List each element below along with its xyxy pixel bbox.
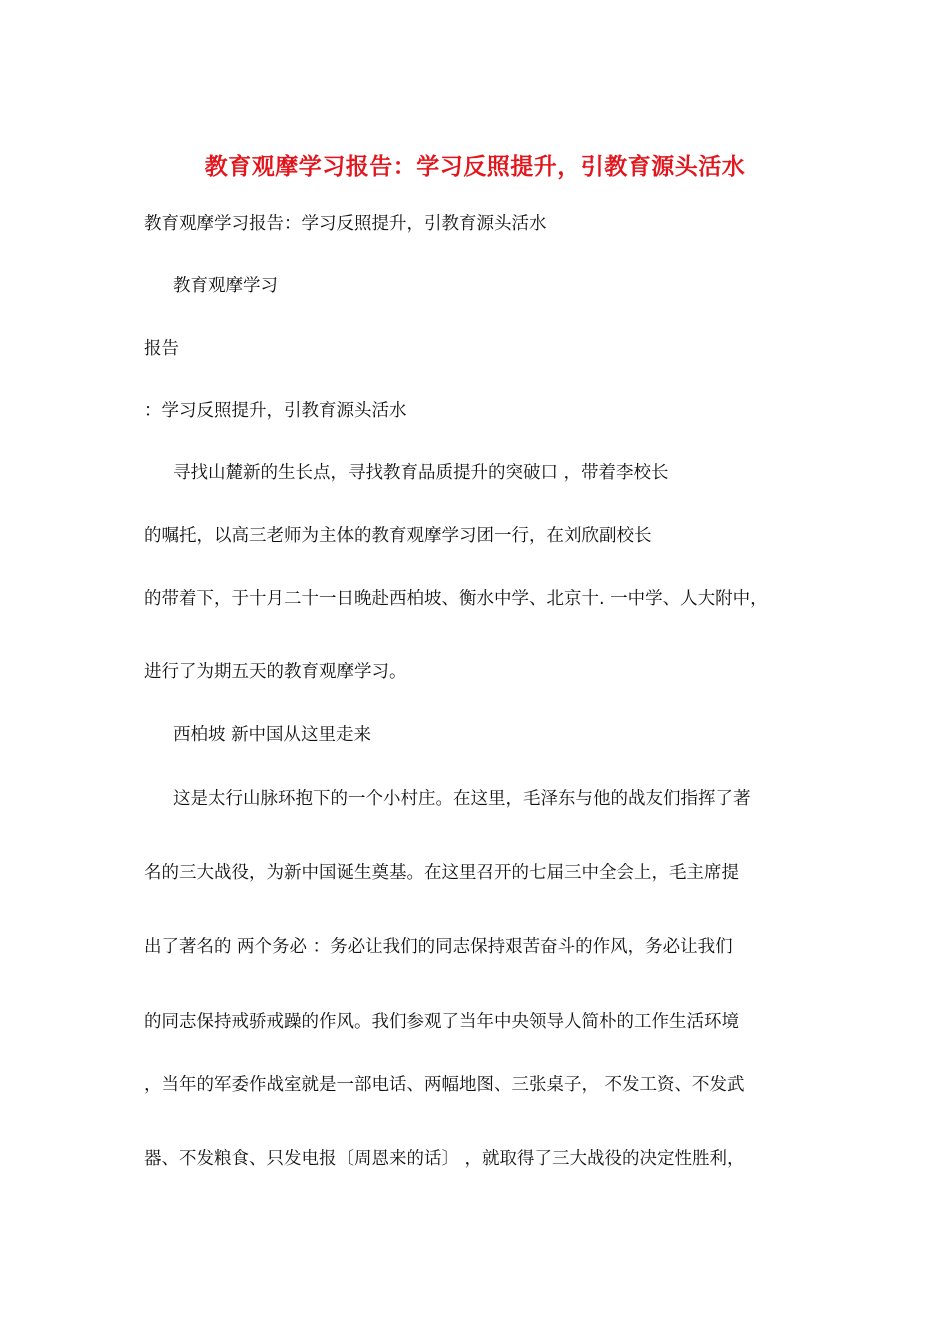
paragraph-1-line-1: 寻找山麓新的生长点，寻找教育品质提升的突破口 ，带着李校长 xyxy=(173,463,669,483)
paragraph-2-line-2: 名的三大战役，为新中国诞生奠基。在这里召开的七届三中全会上，毛主席提 xyxy=(144,863,739,883)
paragraph-2-line-1: 这是太行山脉环抱下的一个小村庄。在这里，毛泽东与他的战友们指挥了著 xyxy=(173,789,751,809)
section-heading-xibaipo: 西柏坡 新中国从这里走来 xyxy=(173,725,372,745)
paragraph-1-line-4: 进行了为期五天的教育观摩学习。 xyxy=(144,662,407,682)
document-title: 教育观摩学习报告：学习反照提升，引教育源头活水 xyxy=(204,153,746,180)
heading-line-part2: 报告 xyxy=(144,339,179,359)
paragraph-2-line-4: 的同志保持戒骄戒躁的作风。我们参观了当年中央领导人简朴的工作生活环境 xyxy=(144,1012,739,1032)
paragraph-1-line-3: 的带着下，于十月二十一日晚赴西柏坡、衡水中学、北京十. 一中学、人大附中， xyxy=(144,589,768,609)
paragraph-2-line-6: 器、不发粮食、只发电报〔周恩来的话〕 ，就取得了三大战役的决定性胜利， xyxy=(144,1149,745,1169)
paragraph-2-line-5: ，当年的军委作战室就是一部电话、两幅地图、三张桌子， 不发工资、不发武 xyxy=(144,1075,745,1095)
paragraph-2-line-3: 出了著名的 两个务必 ：务必让我们的同志保持艰苦奋斗的作风，务必让我们 xyxy=(144,937,733,957)
subtitle-line: 教育观摩学习报告：学习反照提升，引教育源头活水 xyxy=(144,214,547,234)
heading-line-part1: 教育观摩学习 xyxy=(173,276,278,296)
paragraph-1-line-2: 的嘱托，以高三老师为主体的教育观摩学习团一行，在刘欣副校长 xyxy=(144,526,652,546)
heading-line-part3: ：学习反照提升，引教育源头活水 xyxy=(144,401,407,421)
